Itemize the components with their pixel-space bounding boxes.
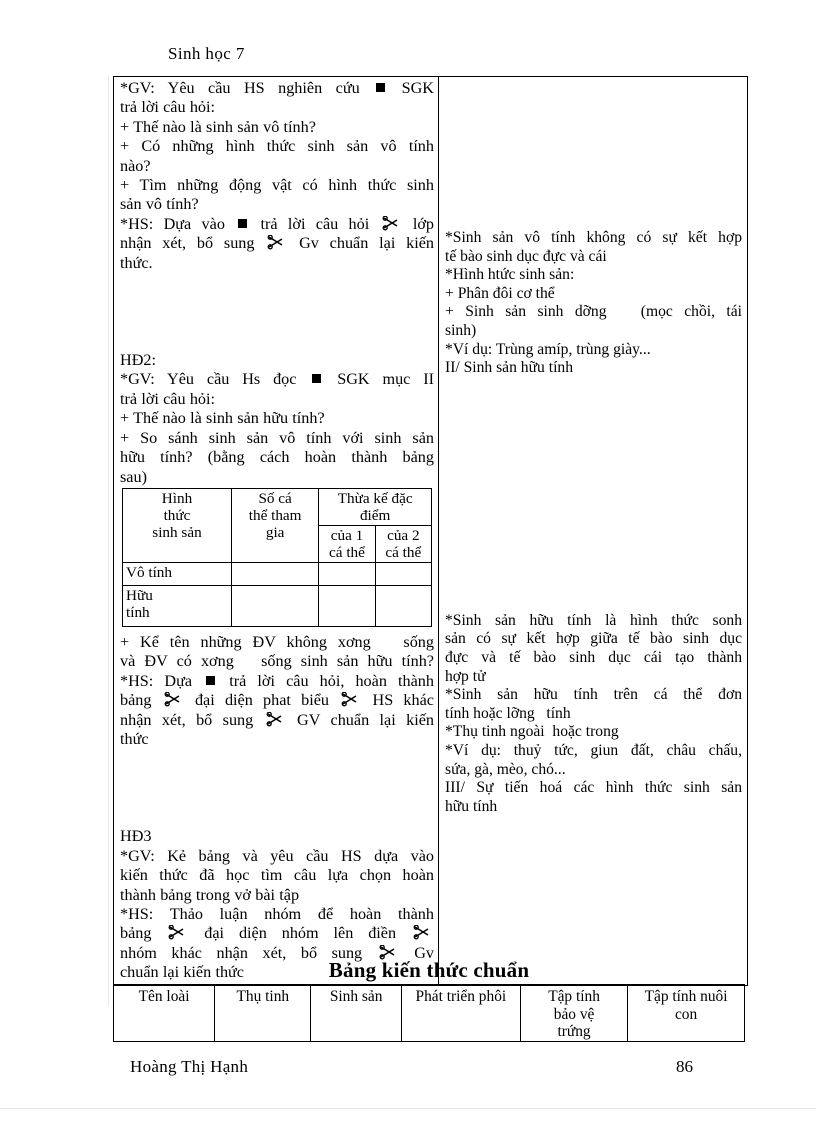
square-bullet-icon xyxy=(312,374,321,383)
hs-line-1: *HS: Dựa vào trả lời câu hỏi lớp xyxy=(120,214,435,233)
gv-line-1: *GV: Yêu cầu HS nghiên cứu SGK xyxy=(120,79,434,97)
hs2-line-2: bảng đại diện phat biểu HS khác xyxy=(120,691,434,710)
sexual-definition-line-3: đực và tế bào sinh dục cái tạo thành xyxy=(445,648,742,666)
comparison-header-form: Hình thức sinh sản xyxy=(123,488,232,562)
table-row xyxy=(123,488,432,525)
comparison-row-sexual-label: Hữu tính xyxy=(123,585,232,626)
comparison-table xyxy=(122,488,432,627)
question-animals-b: và ĐV có xơng sống sinh sản hữu tính? xyxy=(120,652,434,671)
hd2-gv-line-2: trả lời câu hỏi: xyxy=(120,389,216,408)
question-1: + Thế nào là sinh sản vô tính? xyxy=(120,117,316,136)
activity-3-label: HĐ3 xyxy=(120,827,152,846)
section-iii-heading-line-2: hữu tính xyxy=(445,797,498,815)
hd2-question-2c: sau) xyxy=(120,467,147,486)
scissors-icon xyxy=(164,692,183,707)
scissors-icon xyxy=(341,692,360,707)
hs-line-3: thức. xyxy=(120,253,153,272)
hs2-line-4: thức xyxy=(120,729,149,748)
scissors-icon xyxy=(413,925,432,940)
std-header-reproduction: Sinh sản xyxy=(311,985,401,1042)
hd3-gv-line-3: thành bảng trong vở bài tập xyxy=(120,885,300,904)
hd3-hs-line-1: *HS: Thảo luận nhóm để hoàn thành xyxy=(120,904,434,923)
fertilization-note: *Thụ tinh ngoài hoặc trong xyxy=(445,723,619,741)
sexual-individual-line-2: tính hoặc lỡng tính xyxy=(445,704,571,722)
footer-author: Hoàng Thị Hạnh xyxy=(130,1057,249,1076)
scissors-icon xyxy=(168,925,187,940)
hd3-hs-line-2: bảng đại diện nhóm lên điền xyxy=(120,924,434,943)
footer-page-number: 86 xyxy=(676,1057,693,1076)
hs2-line-1: *HS: Dựa trả lời câu hỏi, hoàn thành xyxy=(120,671,434,690)
question-animals-a: + Kể tên những ĐV không xơng sống xyxy=(120,632,434,651)
comparison-table-wrapper xyxy=(120,488,434,627)
teacher-activity-content xyxy=(114,77,438,985)
hs-line-2: nhận xét, bổ sung Gv chuẩn lại kiến xyxy=(120,234,434,253)
hd2-question-2a: + So sánh sinh sản vô tính với sinh sản xyxy=(120,428,434,447)
hs2-line-3: nhận xét, bổ sung GV chuẩn lại kiến xyxy=(120,710,435,729)
asexual-definition-line-2: tế bào sinh dục đực và cái xyxy=(445,247,607,265)
sexual-examples-line-2: sứa, gà, mèo, chó... xyxy=(445,760,566,778)
table-row xyxy=(114,985,745,1042)
standard-knowledge-table xyxy=(113,984,745,1042)
table-row xyxy=(114,77,748,986)
comparison-header-inherit: Thừa kế đặc điểm xyxy=(319,488,432,525)
section-ii-heading: II/ Sinh sản hữu tính xyxy=(445,359,574,377)
standard-table-title: Bảng kiến thức chuẩn xyxy=(328,958,530,982)
comparison-header-two-individuals: của 2 cá thể xyxy=(375,525,431,562)
hd3-hs-line-4: chuẩn lại kiến thức xyxy=(120,963,244,982)
square-bullet-icon xyxy=(376,83,385,92)
vertical-spacer xyxy=(445,378,742,612)
question-3b: sản vô tính? xyxy=(120,195,199,214)
scissors-icon xyxy=(266,712,285,727)
hd2-question-1: + Thế nào là sinh sản hữu tính? xyxy=(120,409,325,428)
table-row xyxy=(123,585,432,626)
sexual-definition-line-4: hợp tử xyxy=(445,667,486,685)
sexual-individual-line-1: *Sinh sản hữu tính trên cá thể đơn xyxy=(445,686,742,704)
asexual-form-2b: sinh) xyxy=(445,321,477,339)
content-knowledge-cell xyxy=(439,77,748,986)
std-header-fertilization: Thụ tinh xyxy=(215,985,311,1042)
scissors-icon xyxy=(267,235,286,250)
comparison-header-one-individual: của 1 cá thể xyxy=(319,525,375,562)
scan-artifact-left-edge xyxy=(108,76,109,1006)
comparison-row-asexual-one[interactable] xyxy=(319,562,375,585)
scan-artifact-bottom-edge xyxy=(0,1108,816,1109)
question-2a: + Có những hình thức sinh sản vô tính xyxy=(120,137,434,156)
question-2b: nào? xyxy=(120,156,151,175)
table-row xyxy=(123,562,432,585)
gv-line-1b: trả lời câu hỏi: xyxy=(120,98,216,117)
activity-2-label: HĐ2: xyxy=(120,351,156,370)
std-header-egg-protection: Tập tính bảo vệ trứng xyxy=(520,985,627,1042)
sexual-definition-line-2: sản có sự kết hợp giữa tế bào sinh dục xyxy=(445,630,742,648)
hd2-question-2b: hữu tính? (bằng cách hoàn thành bảng xyxy=(120,448,434,467)
square-bullet-icon xyxy=(238,219,247,228)
vertical-spacer xyxy=(445,79,742,229)
comparison-row-sexual-one[interactable] xyxy=(319,585,375,626)
comparison-header-count: Số cá thể tham gia xyxy=(231,488,318,562)
asexual-examples: *Ví dụ: Trùng amíp, trùng giày... xyxy=(445,340,651,358)
asexual-form-2a: + Sinh sản sinh dỡng (mọc chồi, tái xyxy=(445,303,742,321)
std-header-species: Tên loài xyxy=(114,985,215,1042)
comparison-row-asexual-label: Vô tính xyxy=(123,562,232,585)
vertical-spacer xyxy=(120,273,434,351)
hd3-gv-line-2: kiến thức đã học tìm câu lựa chọn hoàn xyxy=(120,866,434,885)
hd3-hs-line-3: nhóm khác nhận xét, bổ sung Gv xyxy=(120,943,435,962)
comparison-row-sexual-count[interactable] xyxy=(231,585,318,626)
std-header-embryo-development: Phát triển phôi xyxy=(401,985,520,1042)
square-bullet-icon xyxy=(206,676,215,685)
comparison-row-asexual-two[interactable] xyxy=(375,562,431,585)
scissors-icon xyxy=(382,216,401,231)
std-header-offspring-care: Tập tính nuôi con xyxy=(628,985,745,1042)
asexual-form-1: + Phân đôi cơ thể xyxy=(445,284,555,302)
lesson-plan-table xyxy=(113,76,748,986)
comparison-row-sexual-two[interactable] xyxy=(375,585,431,626)
sexual-examples-line-1: *Ví dụ: thuỷ tức, giun đất, châu chấu, xyxy=(445,741,742,759)
hd2-gv-line-1: *GV: Yêu cầu Hs đọc SGK mục II xyxy=(120,370,434,389)
asexual-definition-line-1: *Sinh sản vô tính không có sự kết hợp xyxy=(445,229,742,246)
section-iii-heading-line-1: III/ Sự tiến hoá các hình thức sinh sản xyxy=(445,779,742,797)
sexual-definition-line-1: *Sinh sản hữu tính là hình thức sonh xyxy=(445,611,742,629)
running-header: Sinh học 7 xyxy=(168,44,245,63)
content-knowledge-content xyxy=(439,77,747,818)
asexual-forms-heading: *Hình htức sinh sản: xyxy=(445,266,575,284)
question-3a: + Tìm những động vật có hình thức sinh xyxy=(120,176,434,195)
vertical-spacer xyxy=(120,749,434,827)
teacher-activity-cell xyxy=(114,77,439,986)
comparison-row-asexual-count[interactable] xyxy=(231,562,318,585)
hd3-gv-line-1: *GV: Kẻ bảng và yêu cầu HS dựa vào xyxy=(120,846,434,865)
